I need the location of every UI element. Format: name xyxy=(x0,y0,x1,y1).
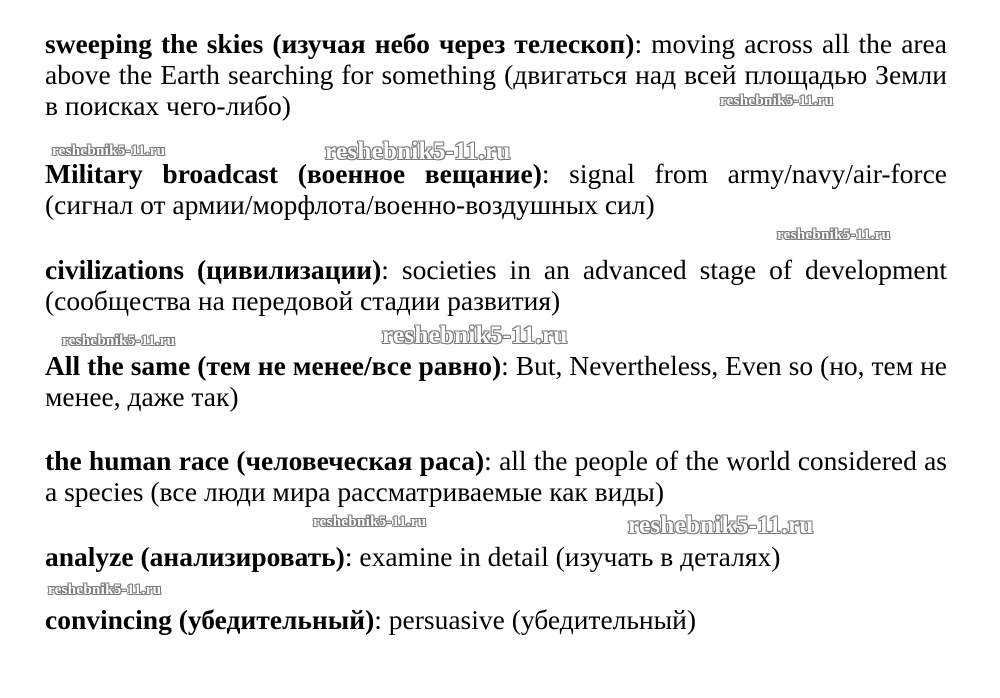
glossary-entry xyxy=(45,604,947,635)
entry-term: Military broadcast (военное вещание) xyxy=(45,158,542,189)
watermark: reshebnik5-11.ru xyxy=(62,333,176,349)
entry-definition: : signal from army/navy/air-force (сигнал от армии/морфлота/военно-воздушных сил) xyxy=(45,158,947,220)
watermark: reshebnik5-11.ru xyxy=(720,93,834,109)
entry-term: the human race (человеческая раса) xyxy=(45,445,485,476)
entry-term: All the same (тем не менее/все равно) xyxy=(45,350,502,381)
watermark: reshebnik5-11.ru xyxy=(52,143,166,159)
entry-definition: : moving across all the area above the Earth searching for something (двигаться над всей площадью Земли в поисках чего-либо) xyxy=(45,28,947,121)
glossary-entry xyxy=(45,350,947,412)
entry-definition: : examine in detail (изучать в деталях) xyxy=(344,541,781,572)
entry-term: sweeping the skies (изучая небо через телескоп) xyxy=(45,28,635,59)
glossary-entry xyxy=(45,254,947,316)
watermark: reshebnik5-11.ru xyxy=(313,514,427,530)
watermark: reshebnik5-11.ru xyxy=(628,512,814,539)
entry-term: civilizations (цивилизации) xyxy=(45,254,382,285)
entry-definition: : But, Nevertheless, Even so (но, тем не менее, даже так) xyxy=(45,350,948,412)
glossary-entry xyxy=(45,158,947,220)
watermark: reshebnik5-11.ru xyxy=(48,582,162,598)
glossary-entry xyxy=(45,541,947,572)
watermark: reshebnik5-11.ru xyxy=(777,227,891,243)
entry-definition: : all the people of the world considered as a species (все люди мира рассматриваемые как виды) xyxy=(45,445,947,507)
watermark: reshebnik5-11.ru xyxy=(325,138,511,165)
entry-definition: : persuasive (убедительный) xyxy=(374,604,696,635)
entry-definition: : societies in an advanced stage of development (сообщества на передовой стадии развития) xyxy=(45,254,948,316)
watermark: reshebnik5-11.ru xyxy=(382,322,568,349)
entry-term: analyze (анализировать) xyxy=(45,541,345,572)
entry-term: convincing (убедительный) xyxy=(45,604,375,635)
glossary-entry xyxy=(45,445,947,507)
